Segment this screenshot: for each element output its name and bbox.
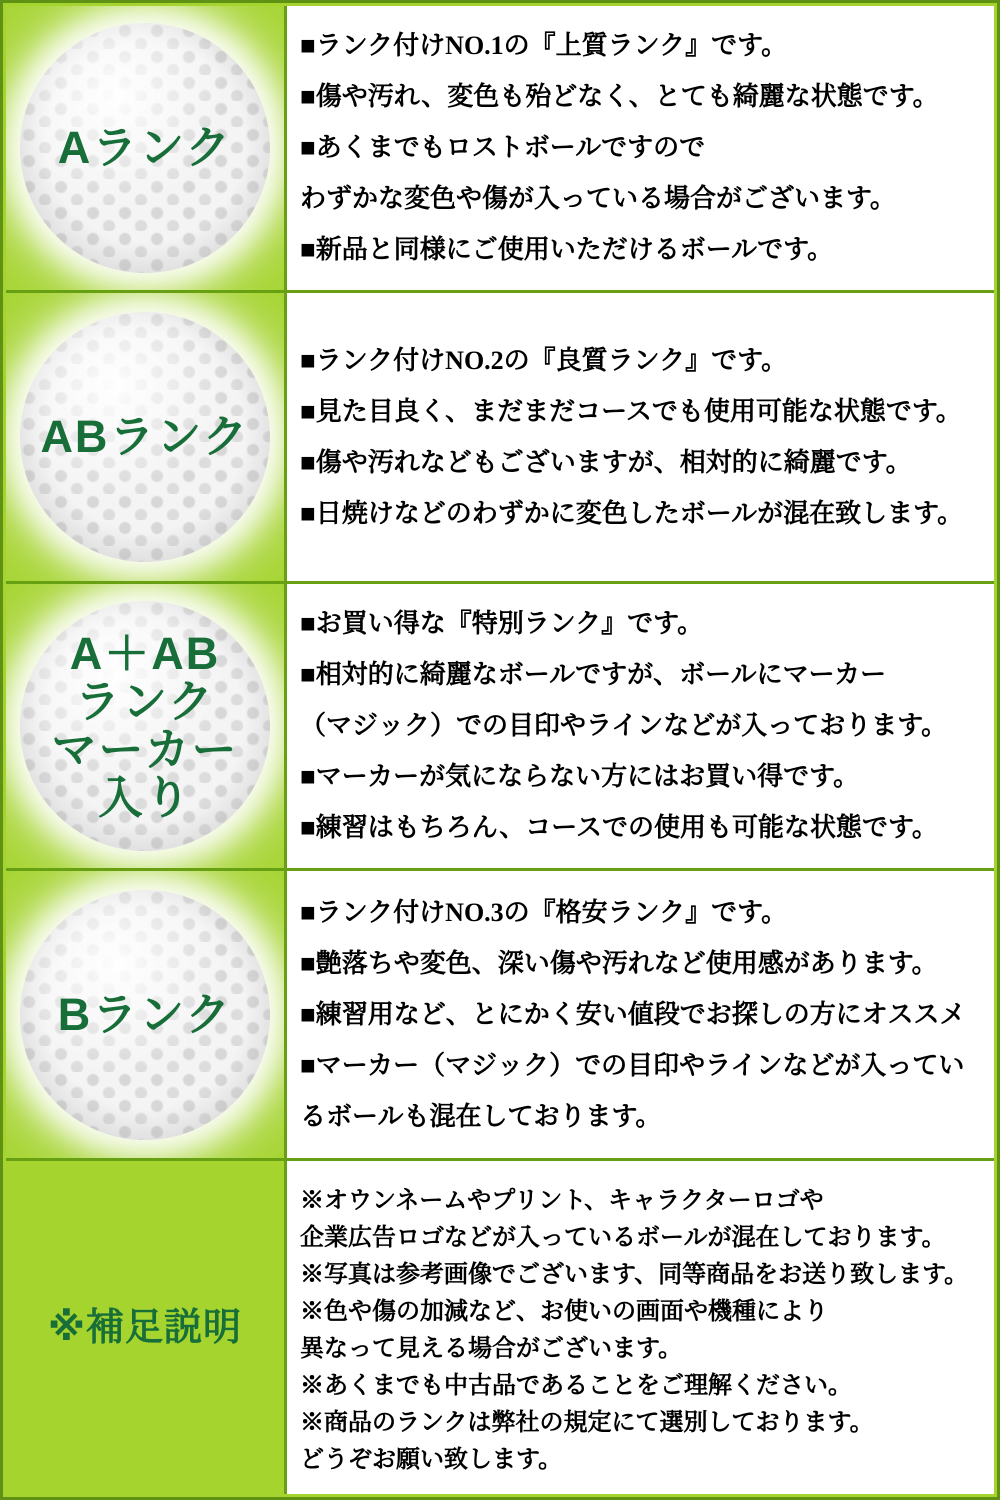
rank-label-line: マーカー	[51, 724, 239, 775]
desc-cell-a	[287, 6, 994, 290]
desc-line: ■ランク付けNO.2の『良質ランク』です。	[300, 346, 788, 375]
desc-line: るボールも混在しております。	[300, 1102, 662, 1131]
desc-line: ※商品のランクは弊社の規定にて選別しております。	[300, 1410, 874, 1436]
desc-line: ■練習用など、とにかく安い値段でお探しの方にオススメ	[300, 1000, 966, 1029]
desc-line: ■相対的に綺麗なボールですが、ボールにマーカー	[300, 660, 887, 689]
desc-line: ■日焼けなどのわずかに変色したボールが混在致します。	[300, 499, 964, 528]
rank-label-line: A＋AB	[69, 628, 221, 679]
desc-line: ※オウンネームやプリント、キャラクターロゴや	[300, 1188, 824, 1214]
rank-label-a	[58, 124, 233, 172]
desc-line: ※写真は参考画像でございます、同等商品をお送り致します。	[300, 1262, 969, 1288]
rank-cell-b	[6, 871, 284, 1158]
rank-label-a-plus-ab-marker	[51, 630, 238, 822]
desc-line: どうぞお願い致します。	[300, 1447, 563, 1473]
desc-line: ■ランク付けNO.1の『上質ランク』です。	[300, 31, 788, 60]
rank-label-b	[57, 988, 233, 1040]
desc-cell-supplementary-notes	[287, 1161, 994, 1494]
desc-line: ■お買い得な『特別ランク』です。	[300, 609, 704, 638]
rank-cell-a	[6, 6, 284, 290]
desc-line: ■あくまでもロストボールですので	[300, 133, 706, 162]
rank-label-supplementary-notes	[48, 1304, 242, 1352]
desc-line: ■練習はもちろん、コースでの使用も可能な状態です。	[300, 813, 938, 842]
desc-line: ■見た目良く、まだまだコースでも使用可能な状態です。	[300, 397, 962, 426]
desc-cell-ab	[287, 293, 994, 581]
desc-line: （マジック）での目印やラインなどが入っております。	[300, 711, 948, 740]
rank-label-line: Aランク	[57, 122, 233, 173]
rank-label-line: 入り	[97, 772, 192, 823]
desc-line: ■艶落ちや変色、深い傷や汚れなど使用感があります。	[300, 949, 938, 978]
rank-cell-ab	[6, 293, 284, 581]
desc-cell-a-plus-ab-marker	[287, 584, 994, 868]
rank-label-line: ABランク	[40, 411, 250, 462]
desc-line: ■新品と同様にご使用いただけるボールです。	[300, 235, 834, 264]
desc-cell-b	[287, 871, 994, 1158]
rank-label-line: Bランク	[57, 988, 233, 1040]
rank-label-line: ランク	[74, 676, 216, 727]
desc-line: ■マーカー（マジック）での目印やラインなどが入ってい	[300, 1051, 965, 1080]
rank-label-line: ※補足説明	[48, 1306, 242, 1349]
rank-label-ab	[40, 413, 249, 461]
desc-line: ※あくまでも中古品であることをご理解ください。	[300, 1373, 852, 1399]
desc-line: ■傷や汚れ、変色も殆どなく、とても綺麗な状態です。	[300, 82, 939, 111]
desc-line: ■ランク付けNO.3の『格安ランク』です。	[300, 898, 788, 927]
desc-line: 企業広告ロゴなどが入っているボールが混在しております。	[300, 1225, 946, 1251]
desc-line: ■傷や汚れなどもございますが、相対的に綺麗です。	[300, 448, 912, 477]
desc-line: ■マーカーが気にならない方にはお買い得です。	[300, 762, 860, 791]
rank-table	[6, 6, 994, 1494]
desc-line: ※色や傷の加減など、お使いの画面や機種により	[300, 1299, 828, 1325]
desc-line: わずかな変色や傷が入っている場合がございます。	[300, 184, 896, 213]
rank-cell-a-plus-ab-marker	[6, 584, 284, 868]
rank-cell-supplementary-notes	[6, 1161, 284, 1494]
desc-line: 異なって見える場合がございます。	[300, 1336, 683, 1362]
